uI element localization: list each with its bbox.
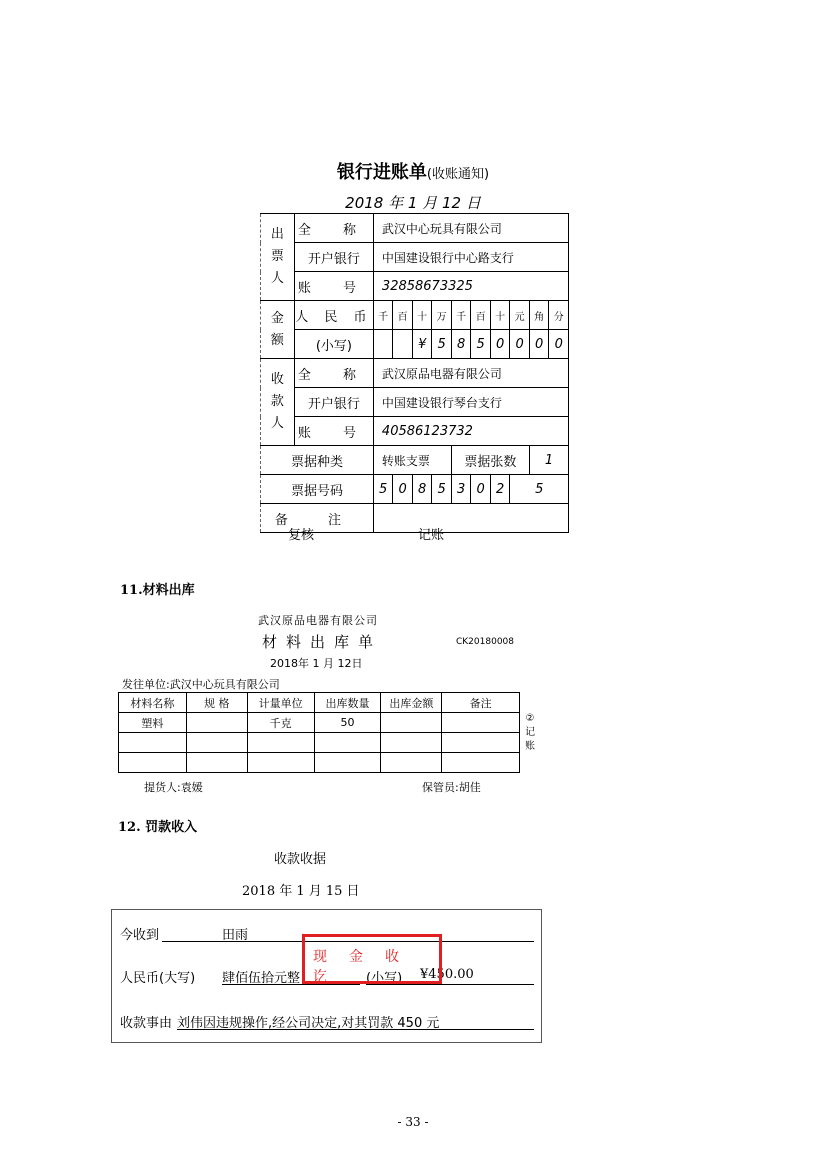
small-label: (小写) (294, 330, 373, 359)
received-from: 田雨 (222, 928, 249, 943)
payee-bank: 中国建设银行琴台支行 (373, 388, 568, 417)
digit-value-cell (393, 330, 413, 359)
material-keeper: 保管员:胡佳 (422, 781, 481, 794)
digit-header-cell: 十 (412, 301, 432, 330)
material-row (119, 753, 520, 773)
payee-name-label: 全 称 (294, 359, 373, 388)
material-cell (186, 713, 247, 733)
material-row (119, 733, 520, 753)
material-header-cell: 规 格 (186, 693, 247, 713)
material-destination: 发往单位:武汉中心玩具有限公司 (122, 678, 280, 691)
digit-value-cell (373, 330, 393, 359)
section-11-heading: 11.材料出库 (120, 583, 195, 598)
rmb-lower-underline (366, 984, 534, 985)
material-title: 材料出库单 (262, 633, 383, 651)
remark-value (373, 504, 568, 533)
amount-group-label (261, 301, 295, 359)
rmb-upper: 肆佰伍拾元整 (222, 971, 301, 986)
bill-type: 转账支票 (373, 446, 451, 475)
bill-no-digit: 0 (393, 475, 413, 504)
material-code: CK20180008 (456, 637, 514, 647)
material-header-cell: 出库金额 (381, 693, 442, 713)
material-cell (314, 733, 381, 753)
material-header-cell: 备注 (442, 693, 520, 713)
material-cell (186, 733, 247, 753)
material-cell (381, 733, 442, 753)
digit-value-cell: 0 (510, 330, 530, 359)
bill-no-label: 票据号码 (261, 475, 374, 504)
material-taker: 提货人:袁媛 (144, 781, 203, 794)
material-cell (119, 753, 187, 773)
bill-no-digit: 8 (412, 475, 432, 504)
payer-account-label: 账 号 (294, 272, 373, 301)
digit-value-cell: ¥ (412, 330, 432, 359)
material-cell (442, 713, 520, 733)
bill-count-label: 票据张数 (451, 446, 529, 475)
digit-header-cell: 百 (471, 301, 491, 330)
cash-received-stamp: 现金收讫 (302, 934, 442, 984)
rmb-label: 人 民 币 (294, 301, 373, 330)
bill-count: 1 (529, 446, 568, 475)
material-cell (247, 733, 314, 753)
payee-group-text: 收 款 人 (270, 372, 284, 431)
material-table (118, 692, 520, 773)
payer-group-label (261, 214, 295, 301)
material-cell (186, 753, 247, 773)
bill-type-label: 票据种类 (261, 446, 374, 475)
digit-header-cell: 万 (432, 301, 452, 330)
rmb-lower: ¥450.00 (420, 967, 474, 982)
digit-value-cell: 5 (471, 330, 491, 359)
bill-no-digit: 5 (432, 475, 452, 504)
section-12-heading: 12. 罚款收入 (118, 820, 198, 835)
rmb-upper-label: 人民币(大写) (120, 971, 196, 986)
digit-header-cell: 元 (510, 301, 530, 330)
bill-no-digit: 0 (471, 475, 491, 504)
material-header-cell: 计量单位 (247, 693, 314, 713)
digit-value-cell: 0 (490, 330, 510, 359)
material-company: 武汉原品电器有限公司 (258, 614, 378, 627)
digit-value-cell: 5 (432, 330, 452, 359)
payer-bank-label: 开户银行 (294, 243, 373, 272)
bill-no-digit: 2 (490, 475, 510, 504)
payee-group-label (261, 359, 295, 446)
page-number: - 33 - (397, 1115, 429, 1129)
payer-name: 武汉中心玩具有限公司 (373, 214, 568, 243)
amount-group-text: 金 额 (270, 310, 284, 348)
received-from-label: 今收到 (120, 928, 160, 943)
digit-value-cell: 8 (451, 330, 471, 359)
material-cell (381, 753, 442, 773)
payer-name-label: 全 称 (294, 214, 373, 243)
reason: 刘伟因违规操作,经公司决定,对其罚款 450 元 (177, 1016, 440, 1031)
material-side-note: ②记账 (525, 713, 535, 752)
bank-slip-date: 2018 年 1 月 12 日 (345, 194, 481, 212)
digit-header-cell: 十 (490, 301, 510, 330)
material-cell (442, 753, 520, 773)
digit-value-cell: 0 (529, 330, 549, 359)
material-cell (247, 753, 314, 773)
remark-label: 备 注 (261, 504, 374, 533)
review-label: 复核 (288, 528, 315, 543)
payee-bank-label: 开户银行 (294, 388, 373, 417)
material-row (119, 713, 520, 733)
material-header-row (119, 693, 520, 713)
bank-slip-title (0, 158, 826, 184)
material-cell (119, 733, 187, 753)
receipt-date: 2018 年 1 月 15 日 (242, 884, 360, 899)
payer-bank: 中国建设银行中心路支行 (373, 243, 568, 272)
reason-label: 收款事由 (120, 1016, 173, 1031)
material-date: 2018年 1 月 12日 (270, 657, 363, 670)
bill-no-digit: 3 (451, 475, 471, 504)
receipt-title: 收款收据 (274, 852, 327, 867)
payer-account: 32858673325 (373, 272, 568, 301)
reason-underline (177, 1029, 534, 1030)
digit-header-cell: 百 (393, 301, 413, 330)
material-cell: 塑料 (119, 713, 187, 733)
material-cell (442, 733, 520, 753)
payee-account-label: 账 号 (294, 417, 373, 446)
bookkeeping-label: 记账 (418, 528, 445, 543)
bank-slip-subtitle: (收账通知) (426, 167, 490, 182)
material-cell (381, 713, 442, 733)
rmb-lower-label: (小写) (366, 971, 403, 986)
payee-account: 40586123732 (373, 417, 568, 446)
material-cell: 千克 (247, 713, 314, 733)
material-cell: 50 (314, 713, 381, 733)
digit-header-cell: 千 (373, 301, 393, 330)
bank-slip-title-main: 银行进账单 (336, 162, 427, 183)
bill-no-digit: 5 (373, 475, 393, 504)
payee-name: 武汉原品电器有限公司 (373, 359, 568, 388)
digit-value-cell: 0 (549, 330, 569, 359)
bill-no-digit: 5 (510, 475, 569, 504)
digit-header-cell: 分 (549, 301, 569, 330)
digit-header-cell: 千 (451, 301, 471, 330)
payer-group-text: 出 票 人 (270, 227, 284, 286)
bank-slip-table (260, 213, 569, 533)
material-header-cell: 出库数量 (314, 693, 381, 713)
material-header-cell: 材料名称 (119, 693, 187, 713)
digit-header-cell: 角 (529, 301, 549, 330)
material-cell (314, 753, 381, 773)
